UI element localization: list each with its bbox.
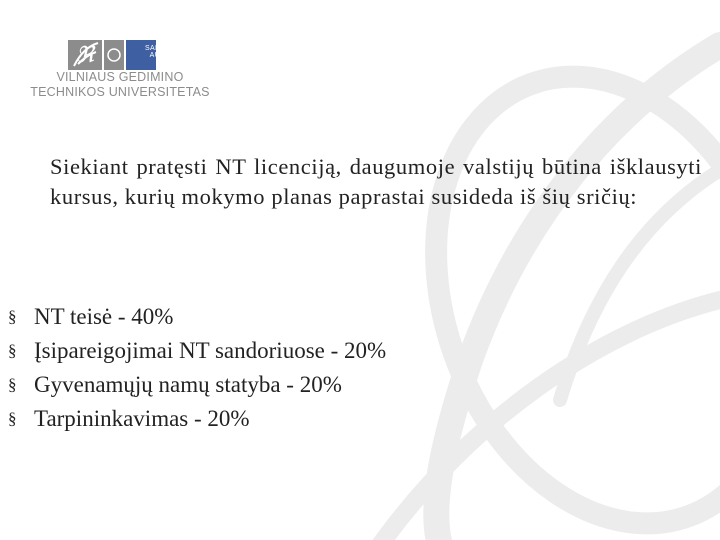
bullet-marker-icon: § [8,307,17,326]
bullet-text: Gyvenamųjų namų statyba - 20% [34,372,342,397]
list-item [0,300,700,334]
university-logo [20,40,220,102]
logo-name-line-1: VILNIAUS GEDIMINO [56,70,184,84]
bullet-marker-icon: § [8,341,17,360]
list-item [0,402,700,436]
logo-name-line-2: TECHNIKOS UNIVERSITETAS [30,85,210,99]
logo-motto-line-1: SAPERE [145,45,176,52]
logo-motto [145,45,175,59]
bullet-text: Tarpininkavimas - 20% [34,406,250,431]
bullet-text: NT teisė - 40% [34,304,174,329]
list-item [0,334,700,368]
logo-emblem-icon [68,40,156,70]
list-item [0,368,700,402]
bullet-text: Įsipareigojimai NT sandoriuose - 20% [34,338,387,363]
intro-paragraph: Siekiant pratęsti NT licenciją, daugumoje valstijų būtina išklausyti kursus, kurių mokymo planas paprastai susideda iš šių sričių: [50,153,702,209]
logo-motto-line-2: AUDE [149,52,171,59]
bullet-marker-icon: § [8,375,17,394]
svg-text:ℜ: ℜ [76,42,94,67]
bullet-list [0,300,700,436]
bullet-marker-icon: § [8,409,17,428]
